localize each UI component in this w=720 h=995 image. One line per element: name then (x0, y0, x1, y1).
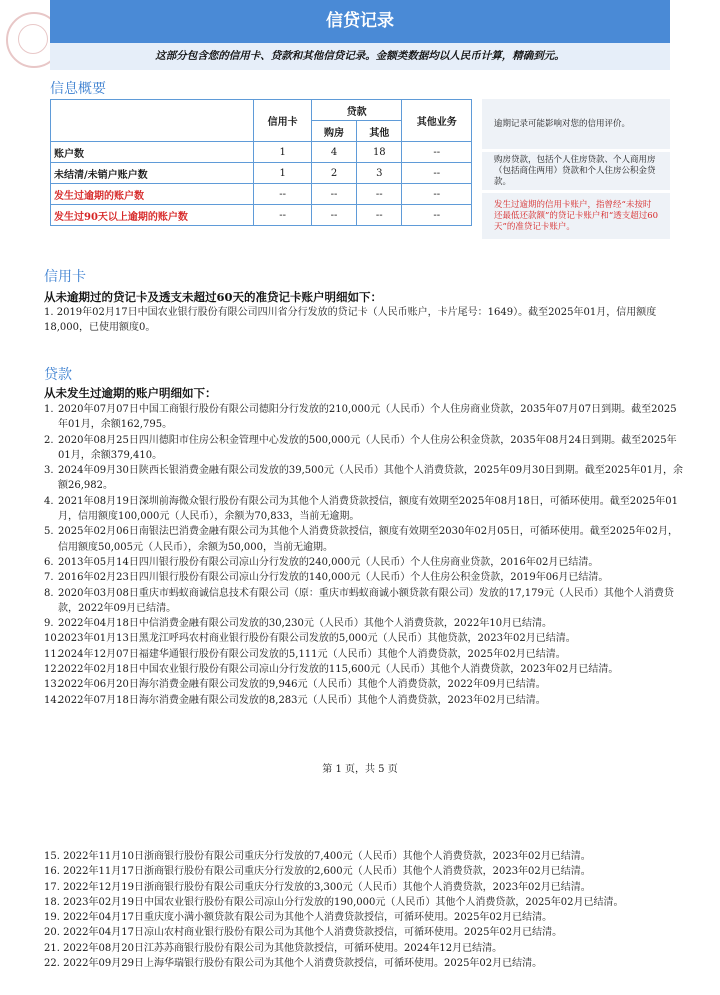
list-item: 17. 2022年12月19日浙商银行股份有限公司重庆分行发放的3,300元（人民币）其他个人消费贷款，2023年02月已结清。 (44, 881, 591, 893)
credit-card-heading: 从未逾期过的贷记卡及透支未超过60天的准贷记卡账户明细如下： (44, 290, 382, 304)
item-text: 2016年02月23日四川银行股份有限公司凉山分行发放的140,000元（人民币）个人住房公积金贷款，2019年06月已结清。 (58, 572, 609, 584)
col-housing: 购房 (311, 121, 356, 142)
item-text: 2022年04月18日中信消费金融有限公司发放的30,230元（人民币）其他个人消费贷款，2022年10月已结清。 (58, 618, 553, 630)
item-text: 2020年03月08日重庆市蚂蚁商诚信息技术有限公司（原：重庆市蚂蚁商诚小额贷款有限公司）发放的17,179元（人民币）其他个人消费贷款，2022年09月已结清。 (58, 587, 674, 614)
cell-other-business: -- (402, 184, 472, 205)
loan-section-title: 贷款 (44, 367, 72, 383)
item-number: 13. (44, 679, 60, 691)
item-text: 2021年08月19日深圳前海微众银行股份有限公司为其他个人消费贷款授信，额度有效期至2025年08月18日，可循环使用。截至2025年01月，信用额度100,000元（人民币），余额为70,833，当前无逾期。 (58, 495, 678, 523)
item-text: 2020年07月07日中国工商银行股份有限公司德阳分行发放的210,000元（人民币）个人住房商业贷款，2035年07月07日到期。截至2025年01月，余额162,795。 (58, 404, 677, 431)
cell-other: 18 (357, 142, 402, 163)
col-credit-card: 信用卡 (254, 100, 311, 142)
col-loan: 贷款 (311, 100, 402, 121)
list-item (44, 631, 684, 646)
item-number: 11. (44, 648, 60, 660)
list-item (44, 463, 684, 494)
list-item (44, 433, 684, 464)
list-item (44, 677, 684, 692)
summary-section-title: 信息概要 (50, 81, 106, 97)
list-item: 22. 2022年09月29日上海华瑞银行股份有限公司为其他个人消费贷款授信，可循环使用。2025年02月已结清。 (44, 958, 543, 970)
cell-other: 3 (357, 163, 402, 184)
cell-other-business: -- (402, 205, 472, 226)
item-number: 4. (44, 495, 54, 507)
row-label: 账户数 (51, 142, 254, 163)
list-item (44, 616, 684, 631)
item-number: 12. (44, 664, 60, 676)
loan-list (44, 402, 684, 708)
list-item (44, 524, 684, 555)
item-number: 7. (44, 572, 54, 584)
item-number: 9. (44, 618, 54, 630)
loan-heading: 从未发生过逾期的账户明细如下： (44, 386, 217, 400)
list-item: 21. 2022年08月20日江苏苏商银行股份有限公司为其他贷款授信，可循环使用。2024年12月已结清。 (44, 942, 503, 954)
list-item (44, 586, 684, 617)
table-row (51, 184, 472, 205)
item-number: 2. (44, 434, 54, 446)
item-text: 2024年12月07日福建华通银行股份有限公司发放的5,111元（人民币）其他个人消费贷款，2025年02月已结清。 (58, 648, 566, 660)
page-title: 信贷记录 (50, 0, 670, 43)
item-number: 10. (44, 633, 60, 645)
credit-card-item: 1. 2019年02月17日中国农业银行股份有限公司四川省分行发放的贷记卡（人民币账户，卡片尾号：1649）。截至2025年01月，信用额度18,000，已使用额度0。 (44, 307, 657, 334)
item-number: 1. (44, 404, 54, 415)
note-overdue-card: 发生过逾期的信用卡账户，指曾经“未按时还最低还款额”的贷记卡账户和“透支超过60天”的准贷记卡账户。 (482, 193, 670, 239)
item-text: 2025年02月06日南银法巴消费金融有限公司为其他个人消费贷款授信，额度有效期至2030年02月05日，可循环使用。截至2025年02月，信用额度50,005元（人民币），余额为50,000，当前无逾期。 (58, 526, 678, 553)
list-item: 16. 2022年11月17日浙商银行股份有限公司重庆分行发放的2,600元（人民币）其他个人消费贷款，2023年02月已结清。 (44, 866, 591, 878)
loan-list-continued (44, 849, 684, 971)
table-row (51, 142, 472, 163)
cell-other-business: -- (402, 142, 472, 163)
item-text: 2013年05月14日四川银行股份有限公司凉山分行发放的240,000元（人民币）个人住房商业贷款，2016年02月已结清。 (58, 556, 599, 568)
summary-table (50, 99, 472, 226)
cell-housing: -- (311, 205, 356, 226)
cell-housing: 4 (311, 142, 356, 163)
cell-other: -- (357, 205, 402, 226)
corner-cell (51, 100, 254, 142)
cell-credit-card: -- (254, 184, 311, 205)
col-other: 其他 (357, 121, 402, 142)
item-text: 2024年09月30日陕西长银消费金融有限公司发放的39,500元（人民币）其他个人消费贷款，2025年09月30日到期。截至2025年01月，余额26,982。 (58, 465, 683, 492)
page-indicator: 第 1 页，共 5 页 (322, 764, 398, 775)
item-text: 2020年08月25日四川德阳市住房公积金管理中心发放的500,000元（人民币）个人住房公积金贷款，2035年08月24日到期。截至2025年01月，余额379,410。 (58, 434, 677, 461)
list-item (44, 647, 684, 662)
list-item: 19. 2022年04月17日重庆度小满小额贷款有限公司为其他个人消费贷款授信，可循环使用。2025年02月已结清。 (44, 912, 553, 924)
cell-housing: -- (311, 184, 356, 205)
item-text: 2022年02月18日中国农业银行股份有限公司凉山分行发放的115,600元（人民币）其他个人消费贷款，2023年02月已结清。 (58, 664, 619, 676)
cell-credit-card: 1 (254, 142, 311, 163)
list-item: 20. 2022年04月17日凉山农村商业银行股份有限公司为其他个人消费贷款授信，可循环使用。2025年02月已结清。 (44, 927, 563, 939)
table-row (51, 205, 472, 226)
item-text: 2022年06月20日海尔消费金融有限公司发放的9,946元（人民币）其他个人消费贷款，2022年09月已结清。 (58, 679, 546, 691)
cell-other: -- (357, 184, 402, 205)
table-header-row (51, 100, 472, 121)
table-row (51, 163, 472, 184)
list-item (44, 570, 684, 585)
page-subtitle: 这部分包含您的信用卡、贷款和其他信贷记录。金额类数据均以人民币计算，精确到元。 (50, 43, 670, 70)
item-text: 2022年07月18日海尔消费金融有限公司发放的8,283元（人民币）其他个人消费贷款，2023年02月已结清。 (58, 694, 546, 706)
list-item (44, 402, 684, 433)
list-item (44, 555, 684, 570)
item-number: 14. (44, 694, 60, 706)
row-label: 发生过逾期的账户数 (51, 184, 254, 205)
cell-housing: 2 (311, 163, 356, 184)
note-housing-loan: 购房贷款，包括个人住房贷款、个人商用房（包括商住两用）贷款和个人住房公积金贷款。 (482, 152, 670, 190)
credit-card-section-title: 信用卡 (44, 269, 86, 285)
item-number: 8. (44, 587, 54, 599)
cell-other-business: -- (402, 163, 472, 184)
list-item (44, 494, 684, 525)
row-label: 未结清/未销户账户数 (51, 163, 254, 184)
cell-credit-card: 1 (254, 163, 311, 184)
list-item (44, 693, 684, 708)
list-item (44, 662, 684, 677)
list-item: 18. 2023年02月19日中国农业银行股份有限公司凉山分行发放的190,000元（人民币）其他个人消费贷款，2025年02月已结清。 (44, 896, 624, 908)
item-number: 6. (44, 556, 54, 568)
cell-credit-card: -- (254, 205, 311, 226)
item-text: 2023年01月13日黑龙江呼玛农村商业银行股份有限公司发放的5,000元（人民币）其他贷款，2023年02月已结清。 (58, 633, 576, 645)
col-other-business: 其他业务 (402, 100, 472, 142)
list-item: 15. 2022年11月10日浙商银行股份有限公司重庆分行发放的7,400元（人民币）其他个人消费贷款，2023年02月已结清。 (44, 851, 591, 862)
item-number: 3. (44, 465, 54, 477)
row-label: 发生过90天以上逾期的账户数 (51, 205, 254, 226)
note-overdue-impact: 逾期记录可能影响对您的信用评价。 (482, 99, 670, 149)
item-number: 5. (44, 526, 54, 538)
